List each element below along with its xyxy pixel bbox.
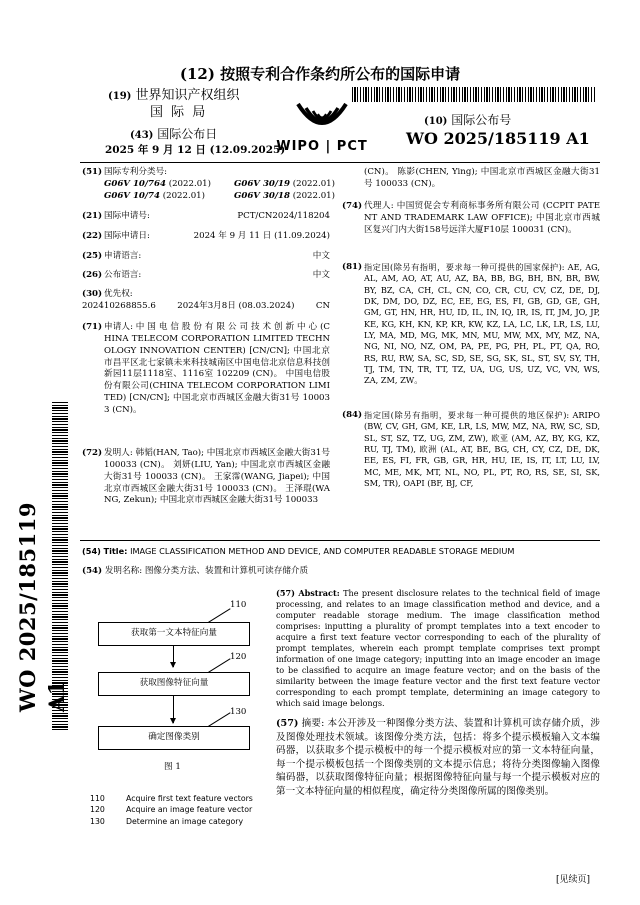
publang-number: (26)	[82, 270, 103, 280]
ipc-date: (2022.01)	[162, 190, 205, 201]
org-line2: 国 际 局	[150, 105, 208, 120]
pubno-label-text: 国际公布号	[451, 113, 512, 127]
ipc-item	[234, 191, 335, 203]
ipc-date: (2022.01)	[292, 178, 335, 189]
publang-section	[82, 270, 330, 282]
wipo-emblem-icon	[276, 98, 368, 140]
flow-ref: 110	[230, 600, 247, 610]
legend-text: Acquire an image feature vector	[126, 805, 253, 815]
regions-section	[342, 410, 600, 489]
ipc-item	[104, 179, 234, 191]
publang-value: 中文	[312, 270, 330, 280]
agent-text: 代理人: 中国贸促会专利商标事务所有限公司 (CCPIT PATENT AND TRADEMARK LAW OFFICE); 中国北京市西城区复兴门内大街158号远洋大厦F10层 100031 (CN)。	[364, 201, 600, 235]
appno-label: 国际申请号:	[104, 211, 150, 221]
lang-value: 中文	[312, 251, 330, 261]
legend-row	[90, 793, 253, 804]
header-rule	[80, 162, 600, 163]
flow-ref: 130	[230, 707, 247, 717]
ipc-item	[104, 191, 234, 203]
legend-row	[90, 804, 253, 815]
pubno-value: WO 2025/185119 A1	[406, 129, 590, 148]
priority-date: 2024年3月8日 (08.03.2024)	[177, 300, 295, 311]
legend-row	[90, 816, 253, 827]
priority-label: 优先权:	[104, 289, 133, 299]
title-en-text: IMAGE CLASSIFICATION METHOD AND DEVICE, AND COMPUTER READABLE STORAGE MEDIUM	[130, 546, 515, 556]
barcode-top	[352, 87, 596, 102]
flow-leader	[208, 608, 231, 623]
abstract-zh	[276, 717, 600, 799]
ipc-item	[234, 179, 335, 191]
agent-section	[342, 201, 600, 237]
priority-number: (30)	[82, 289, 103, 299]
wipo-org	[108, 88, 240, 104]
ipc-code: G06V 10/74	[104, 190, 161, 201]
flow-arrow	[173, 695, 174, 723]
flow-step: 获取图像特征向量	[98, 672, 250, 696]
continued-note: [见续页]	[556, 875, 591, 885]
ipc-code: G06V 30/19	[234, 178, 291, 189]
legend-ref: 130	[90, 816, 105, 826]
wipo-logo	[276, 98, 368, 158]
abstract-zh-text: 摘要: 本公开涉及一种图像分类方法、装置和计算机可读存储介质，涉及图像处理技术领域。该图像分类方法，包括：将多个提示模板输入文本编码器，以获取多个提示模板中的每一个提示模板对应的第一文本特征向量，每一个提示模板包括一个图像类别的文本提示信息；将待分类图像输入图像编码器，以获取图像特征向量；根据图像特征向量与每一个提示模板对应的第一文本特征向量的相似程度，确定待分类图像所属的图像类别。	[276, 718, 600, 798]
abstract-en-number: (57)	[276, 588, 295, 598]
title-en	[82, 546, 602, 557]
inventor-cont	[364, 167, 600, 191]
pubdate-label-text: 国际公布日	[157, 127, 218, 141]
applicant-text: 申请人: 中 国 电 信 股 份 有 限 公 司 技 术 创 新 中 心 (CHINA TELECOM CORPORATION LIMITED TECHNOLOGY INNOVATION CENTER) [CN/CN]; 中国北京市昌平区北七家镇未来科技城南区中国电信北京信息科技创新园11层1118室、1116室 102209 (CN)。 中国电信股份有限公司(CHINA TELECOM CORPORATION LIMITED) [CN/CN]; 中国北京市西城区金融大街31号 100033 (CN)。	[104, 322, 330, 416]
states-section	[342, 262, 600, 386]
wipo-logo-text: WIPO | PCT	[276, 139, 368, 154]
abstract-en-label: Abstract:	[298, 588, 340, 598]
filing-label: 国际申请日:	[104, 231, 150, 241]
pubno-label	[424, 112, 511, 129]
ipc-code: G06V 30/18	[234, 190, 291, 201]
flow-arrow	[173, 645, 174, 667]
legend-text: Determine an image category	[126, 816, 244, 826]
pubno-number: (10)	[424, 116, 448, 127]
priority-no: 202410268855.6	[82, 300, 156, 311]
states-text: 指定国(除另有指明，要求每一种可提供的国家保护): AE, AG, AL, AM, AO, AT, AU, AZ, BA, BB, BG, BH, BN, BR, BW, BY, BZ, CA, CH, CL, CN, CO, CR, CU, CV, CZ, DE, DJ, DK, DM, DO, DZ, EC, EE, EG, ES, FI, GB, GD, GE, GH, GM, GT, HN, HR, HU, ID, IL, IN, IQ, IR, IS, IT, JM, JO, JP, KE, KG, KH, KN, KP, KR, KW, KZ, LA, LC, LK, LR, LS, LU, LY, MA, MD, MG, MK, MN, MU, MW, MX, MY, MZ, NA, NG, NI, NO, NZ, OM, PA, PE, PG, PH, PL, PT, QA, RO, RS, RU, RW, SA, SC, SD, SE, SG, SK, SL, ST, SV, SY, TH, TJ, TM, TN, TR, TT, TZ, UA, UG, US, UZ, VC, VN, WS, ZA, ZM, ZW。	[364, 262, 600, 386]
ipc-section	[82, 167, 340, 203]
inventor-cont-text: (CN)。 陈影(CHEN, Ying); 中国北京市西城区金融大街31号 100033 (CN)。	[364, 167, 600, 189]
org-line1: 世界知识产权组织	[135, 88, 240, 103]
appno-value: PCT/CN2024/118204	[237, 211, 330, 221]
priority-cc: CN	[315, 300, 330, 311]
priority-section	[82, 289, 330, 313]
flow-leader	[208, 658, 231, 673]
title-zh	[82, 566, 602, 578]
abstract-en-text: The present disclosure relates to the technical field of image processing, and relates to an image classification method and device, and a computer readable storage medium. The image classification method comprises: inputting a plurality of prompt templates into a text encoder to acquire a first text feature vector corresponding to each of the plurality of prompt templates, wherein each prompt template comprises text prompt information of one image category; inputting into an image encoder an image to be classified to acquire an image feature vector; and on the basis of the similarity between the image feature vector and the first text feature vector corresponding to each prompt template, determining an image category to which said image belongs.	[276, 588, 601, 708]
appno-number: (21)	[82, 211, 103, 221]
states-number: (81)	[342, 262, 363, 272]
abstract-zh-number: (57)	[276, 718, 299, 729]
publang-label: 公布语言:	[104, 270, 142, 280]
body-rule	[80, 540, 600, 541]
flow-step: 确定图像类别	[98, 726, 250, 750]
title-en-label: Title:	[103, 546, 128, 556]
agent-number: (74)	[342, 201, 363, 211]
ipc-row	[104, 191, 340, 203]
ipc-code: G06V 10/764	[104, 178, 166, 189]
inventor-number: (72)	[82, 448, 103, 458]
priority-row	[82, 301, 330, 313]
side-pubno: WO 2025/185119 A1	[15, 502, 69, 712]
ipc-date: (2022.01)	[168, 178, 211, 189]
applicant-number: (71)	[82, 322, 103, 332]
inventor-text: 发明人: 韩韬(HAN, Tao); 中国北京市西城区金融大街31号 100033 (CN)。 刘妍(LIU, Yan); 中国北京市西城区金融大街31号 100033 (CN)。 王家霈(WANG, Jiapei); 中国北京市西城区金融大街31号 100033 (CN)。 王泽琨(WANG, Zekun); 中国北京市西城区金融大街31号 100033	[104, 448, 330, 506]
flowchart	[80, 596, 270, 781]
lang-section	[82, 251, 330, 263]
abstract-en	[276, 588, 600, 709]
flow-ref: 120	[230, 652, 247, 662]
title-zh-number: (54)	[82, 566, 103, 576]
flow-step: 获取第一文本特征向量	[98, 622, 250, 646]
regions-number: (84)	[342, 410, 363, 420]
inventor-section	[82, 448, 330, 507]
ipc-date: (2022.01)	[292, 190, 335, 201]
legend-ref: 120	[90, 805, 105, 815]
ipc-number: (51)	[82, 167, 103, 177]
flow-leader	[208, 712, 231, 727]
filing-section	[82, 231, 330, 243]
pubdate-value: 2025 年 9 月 12 日 (12.09.2025)	[105, 144, 286, 156]
lang-number: (25)	[82, 251, 103, 261]
ipc-row	[104, 179, 340, 191]
title-en-number: (54)	[82, 546, 101, 556]
appno-section	[82, 211, 330, 223]
lang-label: 申请语言:	[104, 251, 142, 261]
org-number: (19)	[108, 91, 132, 102]
pubdate-number: (43)	[130, 130, 154, 141]
legend-text: Acquire first text feature vectors	[126, 794, 253, 803]
pubdate-label	[130, 126, 217, 143]
regions-text: 指定国(除另有指明，要求每一种可提供的地区保护): ARIPO (BW, CV, GH, GM, KE, LR, LS, MW, MZ, NA, RW, SC, SD, SL, ST, SZ, TZ, UG, ZM, ZW), 欧亚 (AM, AZ, BY, KG, KZ, RU, TJ, TM), 欧洲 (AL, AT, BE, BG, CH, CY, CZ, DE, DK, EE, ES, FI, FR, GB, GR, HR, HU, IE, IS, IT, LT, LU, LV, MC, ME, MK, MT, NL, NO, PL, PT, RO, RS, SE, SI, SK, SM, TR), OAPI (BF, BJ, CF,	[364, 410, 600, 488]
figure-legend	[90, 793, 253, 827]
filing-value: 2024 年 9 月 11 日 (11.09.2024)	[193, 231, 330, 241]
applicant-section	[82, 322, 330, 417]
title-zh-text: 发明名称: 图像分类方法、装置和计算机可读存储介质	[104, 566, 309, 576]
legend-ref: 110	[90, 794, 105, 803]
filing-number: (22)	[82, 231, 103, 241]
ipc-label: 国际专利分类号:	[104, 167, 168, 177]
document-title: (12) 按照专利合作条约所公布的国际申请	[179, 65, 461, 83]
figure-caption: 图 1	[164, 762, 181, 772]
